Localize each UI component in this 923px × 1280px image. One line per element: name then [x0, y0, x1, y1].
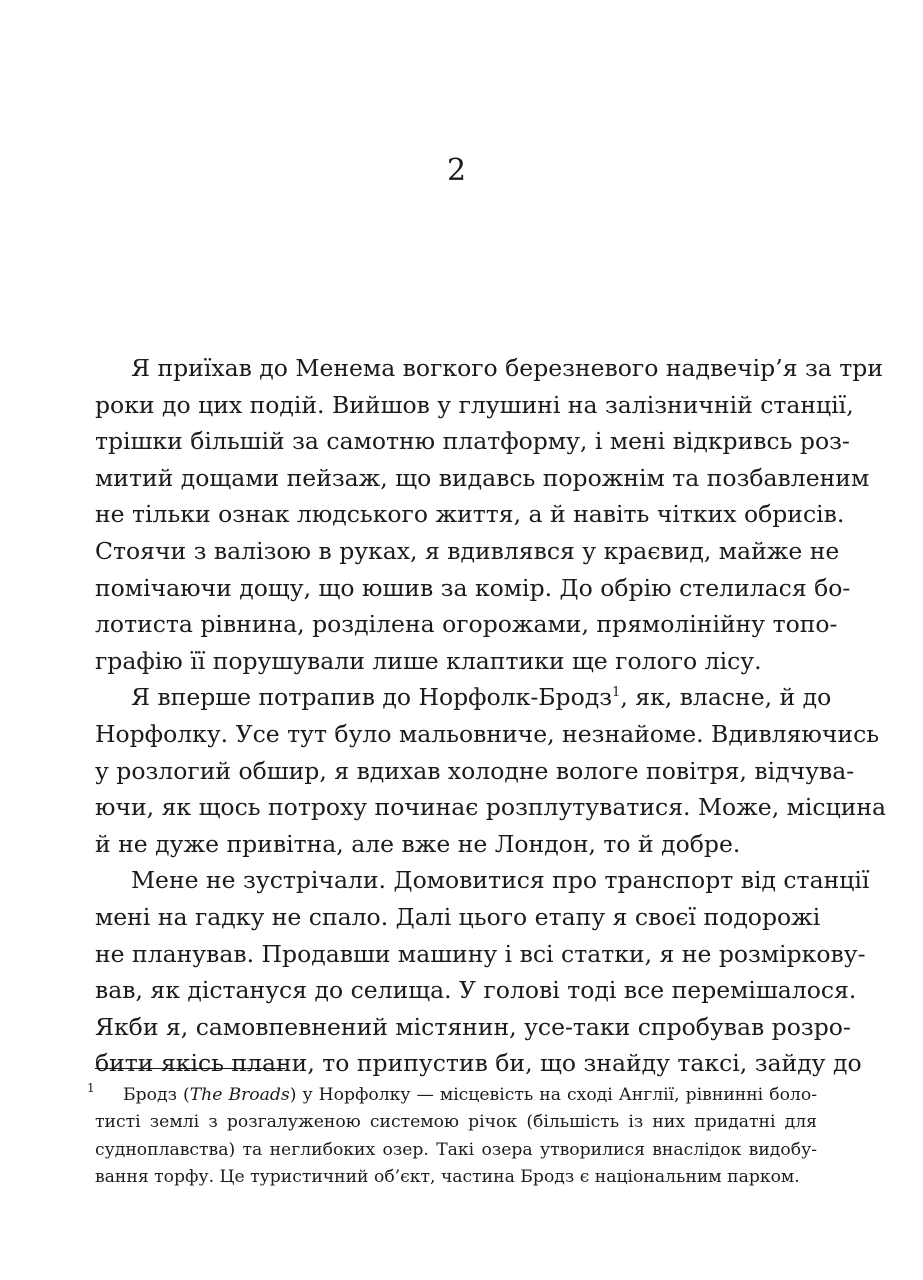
- text-line: й не дуже привітна, але вже не Лондон, то й добре.: [95, 829, 741, 858]
- paragraph-1: [95, 350, 883, 679]
- text-line: [95, 679, 832, 716]
- footnote-line: [95, 1082, 817, 1109]
- body-text: [95, 350, 887, 1082]
- text-segment: , як, власне, й до: [620, 683, 832, 712]
- footnote: [87, 1081, 817, 1191]
- chapter-number: 2: [446, 153, 467, 188]
- text-line: графію її порушували лише клаптики ще голого лісу.: [95, 646, 762, 675]
- footnote-line: вання торфу. Це туристичний об’єкт, частина Бродз є національним парком.: [95, 1166, 800, 1187]
- text-line: ючи, як щось потроху починає розплутуватися. Може, місцина: [95, 793, 887, 822]
- text-line: не планував. Продавши машину і всі статки, я не розміркову-: [95, 939, 866, 968]
- text-line: роки до цих подій. Вийшов у глушині на залізничній станції,: [95, 390, 854, 419]
- paragraph-3: [95, 862, 870, 1082]
- text-line: Мене не зустрічали. Домовитися про транспорт від станції: [131, 866, 870, 895]
- text-line: Я приїхав до Менема вогкого березневого надвечір’я за три: [131, 354, 883, 382]
- text-line: лотиста рівнина, розділена огорожами, прямолінійну топо-: [95, 610, 838, 639]
- text-line: митий дощами пейзаж, що видавсь порожнім та позбавленим: [95, 463, 870, 492]
- text-line: у розлогий обшир, я вдихав холодне вологе повітря, відчува-: [95, 756, 855, 785]
- text-line: вав, як дістануся до селища. У голові тоді все перемішалося.: [95, 976, 857, 1005]
- footnote-divider: [95, 1068, 285, 1069]
- text-segment: Я вперше потрапив до Норфолк-Бродз: [131, 683, 613, 712]
- text-line: трішки більшій за самотню платформу, і мені відкривсь роз-: [95, 427, 850, 456]
- paragraph-2: [95, 679, 887, 862]
- footnote-reference[interactable]: 1: [612, 685, 621, 701]
- text-line: бити якісь плани, то припустив би, що знайду таксі, зайду до: [95, 1049, 862, 1078]
- text-line: Стоячи з валізою в руках, я вдивлявся у краєвид, майже не: [95, 536, 840, 565]
- footnote-line: тисті землі з розгалуженою системою річок (більшість із них придатні для: [95, 1112, 817, 1133]
- text-line: Якби я, самовпевнений містянин, усе-таки спробував розро-: [95, 1012, 851, 1041]
- text-line: Норфолку. Усе тут було мальовниче, незнайоме. Вдивляючись: [95, 719, 880, 748]
- footnote-italic-term: The Broads: [189, 1085, 290, 1105]
- footnote-line: судноплавства) та неглибоких озер. Такі озера утворилися внаслідок видобу-: [95, 1139, 817, 1160]
- footnote-text: ) у Норфолку — місцевість на сході Англії, рівнинні боло-: [289, 1085, 817, 1105]
- text-line: мені на гадку не спало. Далі цього етапу я своєї подорожі: [95, 902, 821, 931]
- text-line: не тільки ознак людського життя, а й навіть чітких обрисів.: [95, 500, 845, 529]
- footnote-text: Бродз (: [123, 1085, 190, 1105]
- footnote-marker: 1: [87, 1081, 95, 1095]
- text-line: помічаючи дощу, що юшив за комір. До обрію стелилася бо-: [95, 573, 851, 602]
